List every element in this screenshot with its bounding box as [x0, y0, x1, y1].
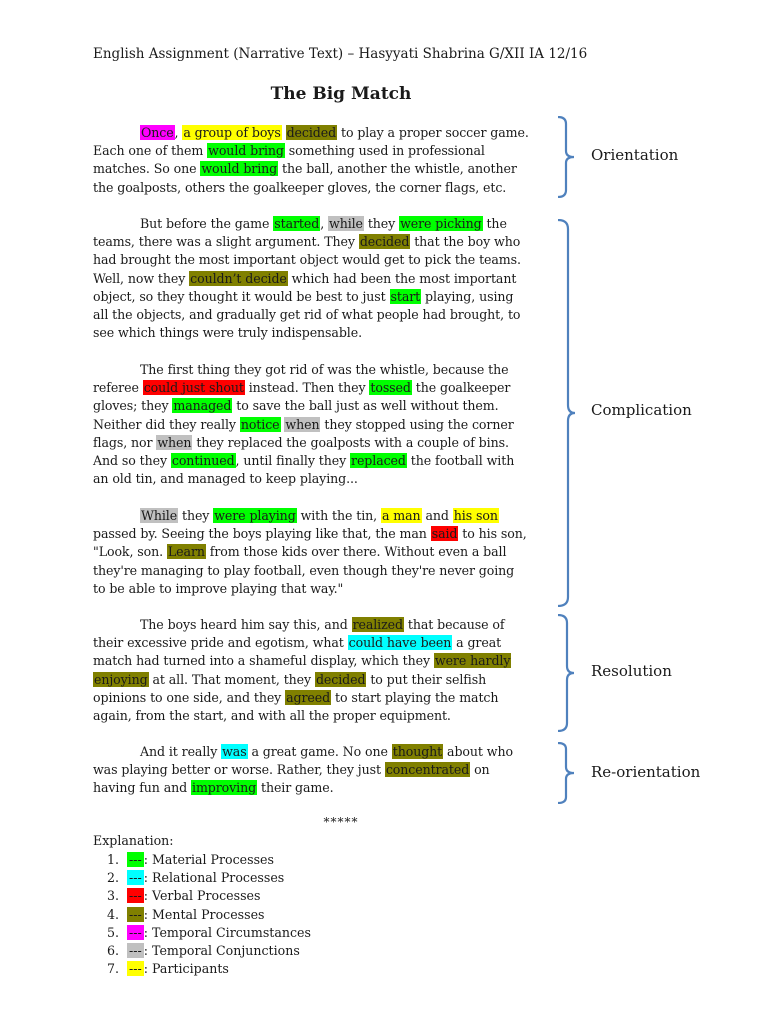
text-run: and: [421, 508, 453, 523]
text-run: Well, now they: [93, 270, 190, 286]
text-run: about who: [443, 744, 513, 759]
text-run: having fun and: [93, 780, 192, 796]
legend-label: : Participants: [143, 961, 229, 977]
highlighted-phrase: could have been: [348, 635, 452, 651]
resolution-bracket: [556, 614, 576, 732]
highlighted-phrase: when: [285, 416, 320, 432]
text-line: [93, 707, 548, 725]
text-run: to start playing the match: [331, 689, 499, 705]
text-line: [93, 761, 548, 779]
text-run: something used in professional: [284, 143, 485, 159]
text-line: [93, 142, 548, 160]
stage-label-resolution: Resolution: [591, 662, 672, 680]
text-run: which had been the most important: [287, 270, 517, 286]
stage-label-reorientation: Re-orientation: [591, 763, 701, 781]
text-line: [93, 179, 548, 197]
legend-item: [93, 851, 311, 869]
text-run: Each one of them: [93, 143, 208, 159]
legend-label: : Temporal Conjunctions: [143, 943, 300, 959]
text-line: [93, 288, 548, 306]
stage-label-complication: Complication: [591, 401, 692, 419]
highlighted-phrase: were picking: [400, 216, 482, 231]
text-line: [93, 616, 548, 634]
highlighted-phrase: continued: [171, 453, 235, 469]
legend-label: : Verbal Processes: [143, 888, 261, 904]
legend-label: : Material Processes: [143, 852, 274, 867]
legend-item: [93, 960, 311, 978]
text-line: [93, 306, 548, 324]
text-run: to save the ball just as well without them.: [232, 398, 499, 414]
legend-number: 4.: [106, 906, 119, 922]
text-run: with the tin,: [296, 508, 381, 523]
text-line: [93, 124, 548, 142]
text-run: on: [470, 762, 490, 778]
text-run: that because of: [403, 617, 505, 632]
highlighted-phrase: start: [390, 288, 421, 304]
text-run: matches. So one: [93, 161, 201, 177]
orientation-bracket: [556, 116, 576, 198]
legend-item: [93, 942, 311, 960]
text-line: [93, 270, 548, 288]
explanation-title: Explanation:: [93, 833, 174, 848]
highlighted-phrase: notice: [240, 416, 280, 432]
text-line: [93, 160, 548, 178]
text-run: the goalkeeper: [411, 380, 511, 396]
text-line: [93, 233, 548, 251]
text-run: ,: [320, 216, 329, 231]
text-run: , until finally they: [235, 453, 351, 469]
legend-item: [93, 887, 311, 905]
reorientation-bracket: [556, 742, 576, 804]
text-line: [93, 779, 548, 797]
text-line: [93, 671, 548, 689]
text-run: The boys heard him say this, and: [140, 617, 352, 632]
text-run: a great game. No one: [247, 744, 392, 759]
text-run: that the boy who: [410, 234, 521, 250]
text-line: [93, 507, 548, 525]
text-run: And so they: [93, 453, 171, 469]
text-line: [93, 215, 548, 233]
legend-number: 3.: [106, 888, 119, 904]
text-run: match had turned into a shameful display, which they: [93, 653, 434, 669]
highlighted-phrase: could just shout: [143, 380, 244, 396]
paragraph-complication-3: [93, 507, 548, 598]
legend-swatch: ---: [129, 870, 142, 886]
text-run: again, from the start, and with all the proper equipment.: [93, 708, 451, 724]
legend-label: : Mental Processes: [143, 906, 265, 922]
text-run: opinions to one side, and they: [93, 689, 286, 705]
text-line: [93, 416, 548, 434]
text-run: Neither did they really: [93, 416, 240, 432]
text-run: the: [482, 216, 507, 231]
highlighted-phrase: improving: [192, 780, 257, 796]
highlighted-phrase: were playing: [214, 508, 296, 523]
highlighted-phrase: was: [222, 744, 247, 759]
highlighted-phrase: his son: [453, 508, 498, 523]
highlighted-phrase: when: [157, 434, 192, 450]
text-run: to be able to improve playing that way.": [93, 580, 344, 596]
text-line: [93, 525, 548, 543]
text-run: their excessive pride and egotism, what: [93, 635, 348, 651]
text-run: to put their selfish: [366, 671, 487, 687]
legend-item: [93, 924, 311, 942]
text-run: playing, using: [421, 288, 514, 304]
highlighted-phrase: tossed: [370, 380, 411, 396]
highlighted-phrase: concentrated: [385, 762, 470, 778]
highlighted-phrase: enjoying: [94, 671, 148, 687]
section-divider: *****: [323, 815, 359, 829]
highlighted-phrase: replaced: [351, 453, 406, 469]
highlighted-phrase: started: [274, 216, 320, 231]
text-run: The first thing they got rid of was the whistle, because the: [140, 362, 509, 377]
highlighted-phrase: a man: [382, 508, 421, 523]
text-run: "Look, son.: [93, 544, 167, 560]
highlighted-phrase: While: [141, 508, 178, 523]
text-line: [93, 379, 548, 397]
highlighted-phrase: while: [329, 216, 363, 231]
paragraph-resolution: [93, 616, 548, 725]
legend-item: [93, 906, 311, 924]
text-run: from those kids over there. Without even a ball: [205, 544, 507, 560]
highlighted-phrase: said: [431, 526, 458, 542]
highlighted-phrase: would bring: [208, 143, 284, 159]
legend-swatch: ---: [129, 888, 142, 904]
text-line: [93, 361, 548, 379]
stage-label-orientation: Orientation: [591, 146, 679, 164]
text-run: was playing better or worse. Rather, they just: [93, 762, 385, 778]
text-run: And it really: [140, 744, 222, 759]
text-run: they replaced the goalposts with a couple of bins.: [192, 434, 509, 450]
text-line: [93, 689, 548, 707]
text-run: at all. That moment, they: [148, 671, 315, 687]
text-run: gloves; they: [93, 398, 173, 414]
text-run: teams, there was a slight argument. They: [93, 234, 359, 250]
text-run: But before the game: [140, 216, 274, 231]
text-run: a great: [452, 635, 502, 651]
text-run: ,: [174, 125, 183, 140]
text-run: [282, 125, 286, 140]
highlighted-phrase: thought: [392, 744, 443, 759]
text-line: [93, 251, 548, 269]
story-title: The Big Match: [270, 84, 412, 104]
legend-number: 7.: [106, 961, 119, 977]
highlighted-phrase: decided: [359, 234, 410, 250]
text-run: referee: [93, 380, 143, 396]
text-line: [93, 580, 548, 598]
text-run: their game.: [257, 780, 334, 796]
text-run: they: [363, 216, 400, 231]
document-header: English Assignment (Narrative Text) – Hasyyati Shabrina G/XII IA 12/16: [93, 46, 588, 62]
text-run: object, so they thought it would be best to just: [93, 288, 390, 304]
highlighted-phrase: decided: [315, 671, 366, 687]
legend-number: 6.: [106, 943, 119, 959]
paragraph-reorientation: [93, 743, 548, 798]
highlighted-phrase: Learn: [167, 544, 205, 560]
text-run: flags, nor: [93, 434, 157, 450]
text-run: instead. Then they: [244, 380, 370, 396]
legend-item: [93, 869, 311, 887]
legend-label: : Temporal Circumstances: [143, 924, 311, 940]
text-run: see which things were truly indispensable.: [93, 325, 362, 341]
paragraph-orientation: [93, 124, 548, 197]
text-line: [93, 434, 548, 452]
text-run: they're managing to play football, even though they're never going: [93, 562, 515, 578]
legend-list: [93, 851, 311, 978]
highlighted-phrase: decided: [286, 125, 337, 140]
legend-swatch: ---: [129, 852, 142, 867]
paragraph-complication-2: [93, 361, 548, 488]
text-line: [93, 743, 548, 761]
legend-number: 1.: [106, 852, 119, 867]
highlighted-phrase: Once: [141, 125, 174, 140]
text-line: [93, 470, 548, 488]
highlighted-phrase: couldn’t decide: [190, 270, 287, 286]
text-line: [93, 634, 548, 652]
legend-label: : Relational Processes: [143, 870, 285, 886]
legend-number: 2.: [106, 870, 119, 886]
text-line: [93, 397, 548, 415]
paragraph-complication-1: [93, 215, 548, 342]
legend-swatch: ---: [129, 961, 142, 977]
text-run: had brought the most important object would get to pick the teams.: [93, 252, 521, 268]
highlighted-phrase: agreed: [286, 689, 331, 705]
text-line: [93, 543, 548, 561]
text-run: the ball, another the whistle, another: [278, 161, 517, 177]
text-run: the football with: [406, 453, 515, 469]
text-run: they stopped using the corner: [320, 416, 514, 432]
text-line: [93, 324, 548, 342]
legend-swatch: ---: [129, 906, 142, 922]
text-run: passed by. Seeing the boys playing like that, the man: [93, 526, 431, 542]
complication-bracket: [556, 219, 576, 607]
text-run: the goalposts, others the goalkeeper gloves, the corner flags, etc.: [93, 179, 507, 195]
text-run: an old tin, and managed to keep playing...: [93, 471, 358, 487]
text-run: they: [178, 508, 214, 523]
highlighted-phrase: would bring: [201, 161, 278, 177]
highlighted-phrase: managed: [173, 398, 232, 414]
highlighted-phrase: a group of boys: [183, 125, 281, 140]
legend-swatch: ---: [129, 924, 142, 940]
legend-swatch: ---: [129, 943, 142, 959]
legend-number: 5.: [106, 924, 119, 940]
text-run: to his son,: [458, 526, 527, 542]
highlighted-phrase: realized: [352, 617, 403, 632]
text-run: to play a proper soccer game.: [337, 125, 529, 140]
text-line: [93, 452, 548, 470]
highlighted-phrase: were hardly: [434, 653, 511, 669]
text-line: [93, 562, 548, 580]
text-run: all the objects, and gradually get rid of what people had brought, to: [93, 307, 521, 323]
text-line: [93, 652, 548, 670]
